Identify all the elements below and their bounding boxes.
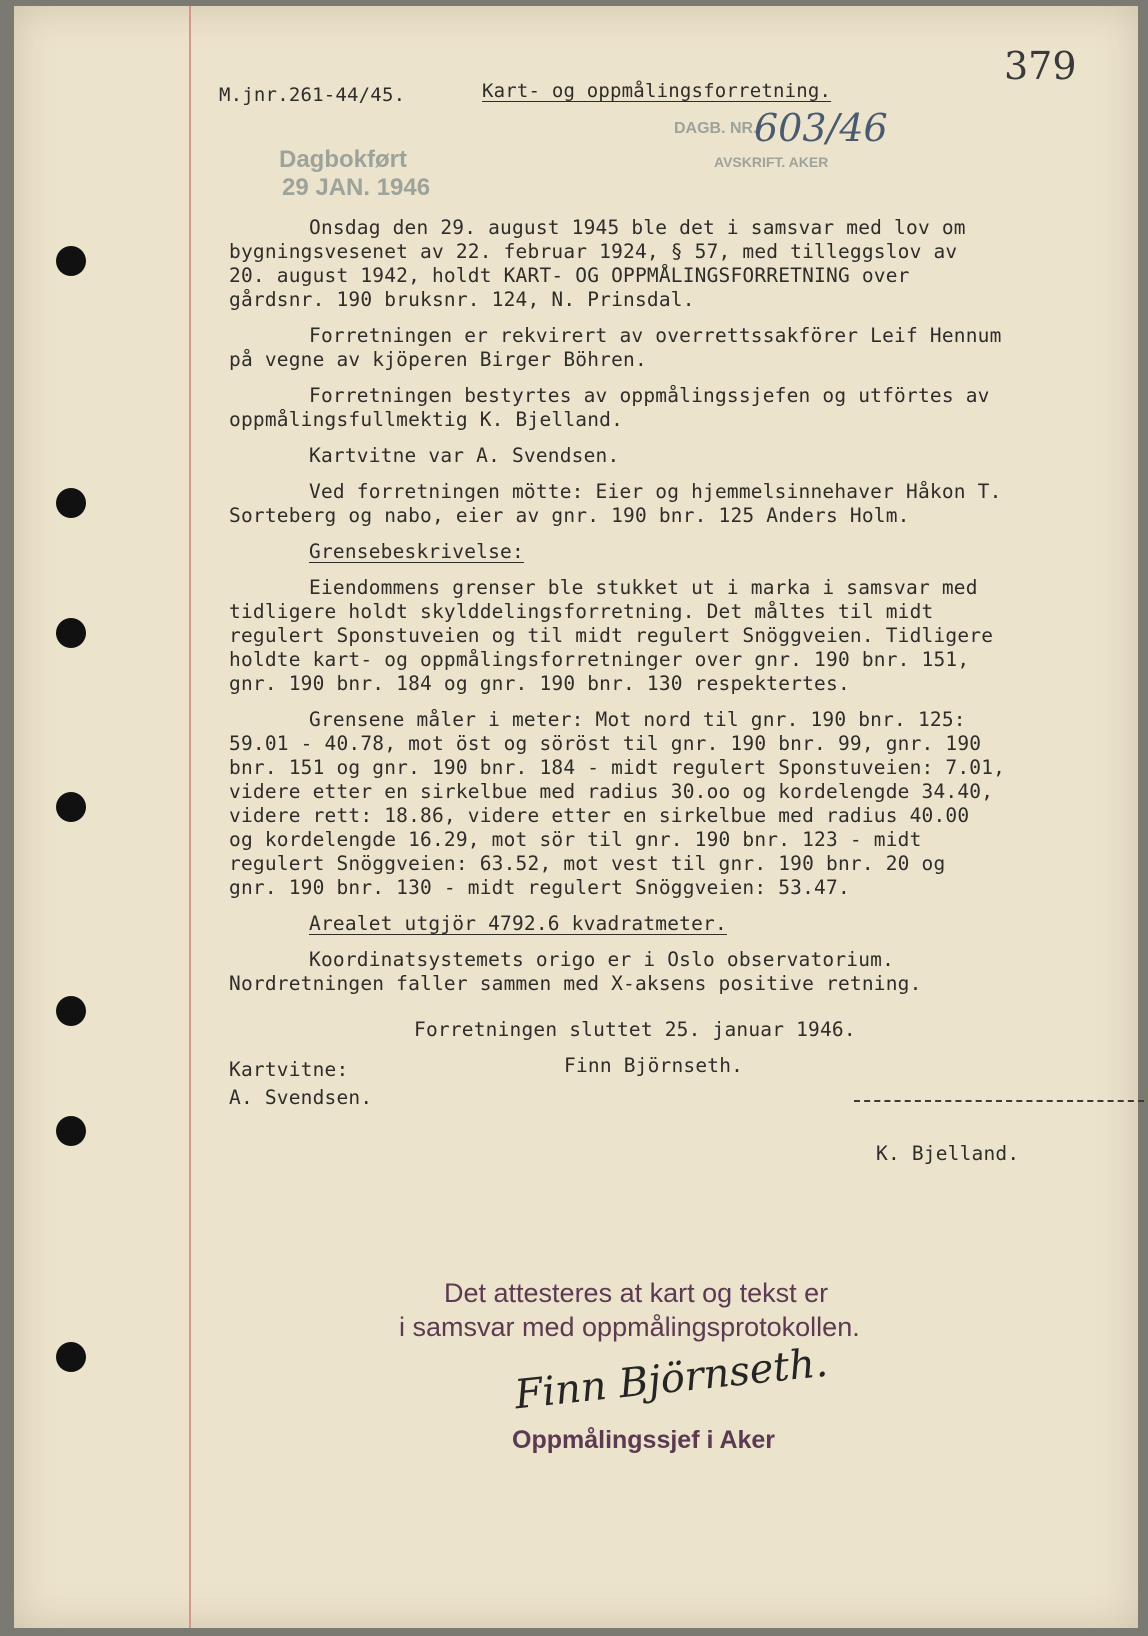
body-line: videre rett: 18.86, videre etter en sirkelbue med radius 40.00 [229, 804, 970, 827]
body-line: Forretningen er rekvirert av overrettssakförer Leif Hennum [309, 324, 1002, 347]
body-line: Onsdag den 29. august 1945 ble det i samsvar med lov om [309, 216, 966, 239]
dagb-label-stamp: DAGB. NR. [674, 120, 758, 137]
body-line: regulert Snöggveien: 63.52, mot vest til gnr. 190 bnr. 20 og [229, 852, 946, 875]
punch-hole [56, 792, 86, 822]
body-line: Grensene måler i meter: Mot nord til gnr. 190 bnr. 125: [309, 708, 966, 731]
body-line: Koordinatsystemets origo er i Oslo observatorium. [309, 948, 895, 971]
section-heading: Grensebeskrivelse: [309, 540, 524, 563]
dagbok-stamp: Dagbokført [279, 146, 407, 173]
signatory-bjelland: K. Bjelland. [876, 1142, 1020, 1165]
body-line: videre etter en sirkelbue med radius 30.oo og kordelengde 34.40, [229, 780, 994, 803]
body-line: Kartvitne var A. Svendsen. [309, 444, 620, 467]
body-line: 20. august 1942, holdt KART- OG OPPMÅLINGSFORRETNING over [229, 264, 910, 287]
body-line: Forretningen bestyrtes av oppmålingssjefen og utförtes av [309, 384, 990, 407]
page-number: 379 [1004, 44, 1077, 88]
body-line: gnr. 190 bnr. 130 - midt regulert Snöggveien: 53.47. [229, 876, 850, 899]
signature-line [854, 1100, 1144, 1102]
attestation-line-1: Det attesteres at kart og tekst er [444, 1278, 829, 1308]
body-line: bnr. 151 og gnr. 190 bnr. 184 - midt regulert Sponstuveien: 7.01, [229, 756, 1006, 779]
closing-date: Forretningen sluttet 25. januar 1946. [414, 1018, 856, 1041]
kartvitne-label: Kartvitne: [229, 1058, 349, 1081]
dagb-number-handwritten: 603/46 [754, 106, 888, 150]
dagbok-date-stamp: 29 JAN. 1946 [282, 174, 431, 201]
body-line: oppmålingsfullmektig K. Bjelland. [229, 408, 624, 431]
kartvitne-name: A. Svendsen. [229, 1086, 373, 1109]
body-line: Ved forretningen mötte: Eier og hjemmelsinnehaver Håkon T. [309, 480, 1002, 503]
punch-hole [56, 1116, 86, 1146]
signatory-name: Finn Björnseth. [564, 1054, 744, 1077]
body-line: Eiendommens grenser ble stukket ut i marka i samsvar med [309, 576, 978, 599]
punch-hole [56, 488, 86, 518]
journal-number: M.jnr.261-44/45. [219, 84, 406, 106]
body-line: på vegne av kjöperen Birger Böhren. [229, 348, 647, 371]
body-line: Sorteberg og nabo, eier av gnr. 190 bnr. 125 Anders Holm. [229, 504, 910, 527]
attestation-title: Oppmålingssjef i Aker [512, 1426, 776, 1454]
avskrift-stamp: AVSKRIFT. AKER [714, 154, 829, 170]
body-line: gnr. 190 bnr. 184 og gnr. 190 bnr. 130 respektertes. [229, 672, 850, 695]
punch-hole [56, 618, 86, 648]
body-line: holdte kart- og oppmålingsforretninger over gnr. 190 bnr. 151, [229, 648, 970, 671]
body-line: 59.01 - 40.78, mot öst og söröst til gnr. 190 bnr. 99, gnr. 190 [229, 732, 982, 755]
body-line: gårdsnr. 190 bruksnr. 124, N. Prinsdal. [229, 288, 695, 311]
punch-hole [56, 996, 86, 1026]
body-line: bygningsvesenet av 22. februar 1924, § 57, med tilleggslov av [229, 240, 958, 263]
margin-rule [189, 6, 191, 1628]
body-line: regulert Sponstuveien og til midt regulert Snöggveien. Tidligere [229, 624, 994, 647]
document-title: Kart- og oppmålingsforretning. [482, 80, 832, 102]
document-page [14, 6, 1138, 1628]
punch-hole [56, 1342, 86, 1372]
handwritten-signature: Finn Björnseth. [512, 1339, 830, 1419]
body-line: tidligere holdt skylddelingsforretning. Det måltes til midt [229, 600, 934, 623]
area-statement: Arealet utgjör 4792.6 kvadratmeter. [309, 912, 727, 935]
body-line: og kordelengde 16.29, mot sör til gnr. 190 bnr. 123 - midt [229, 828, 922, 851]
punch-hole [56, 246, 86, 276]
body-line: Nordretningen faller sammen med X-aksens positive retning. [229, 972, 922, 995]
attestation-line-2: i samsvar med oppmålingsprotokollen. [399, 1312, 860, 1342]
